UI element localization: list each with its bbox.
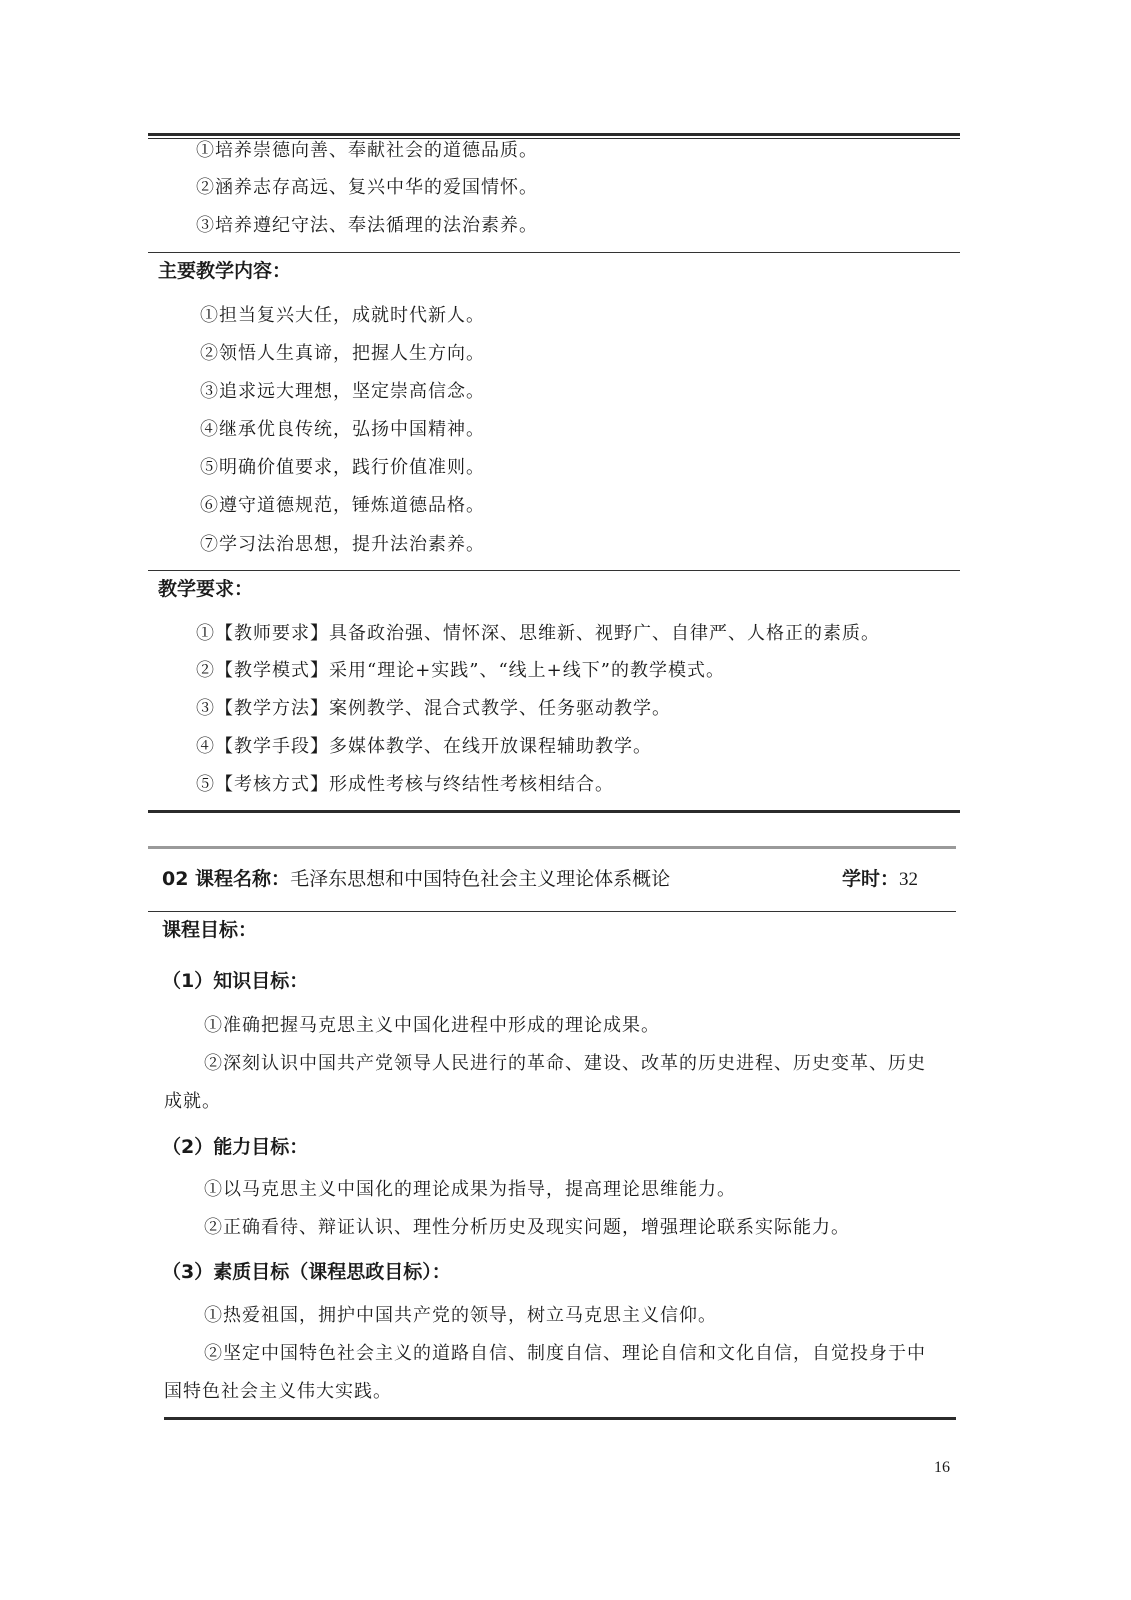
list-item: ③追求远大理想，坚定崇高信念。 (200, 381, 485, 402)
list-item: ②涵养志存高远、复兴中华的爱国情怀。 (196, 177, 538, 198)
list-item: ①以马克思主义中国化的理论成果为指导，提高理论思维能力。 (204, 1179, 736, 1200)
list-item: ②深刻认识中国共产党领导人民进行的革命、建设、改革的历史进程、历史变革、历史 (204, 1053, 926, 1074)
list-item: ⑥遵守道德规范，锤炼道德品格。 (200, 495, 485, 516)
divider (148, 570, 960, 571)
course-end-rule (164, 1417, 956, 1420)
list-item: ②【教学模式】采用“理论+实践”、“线上+线下”的教学模式。 (196, 660, 725, 681)
section-heading: 教学要求： (158, 578, 254, 600)
list-item: ②正确看待、辩证认识、理性分析历史及现实问题，增强理论联系实际能力。 (204, 1217, 850, 1238)
list-item: ②领悟人生真谛，把握人生方向。 (200, 343, 485, 364)
course-hours (842, 866, 918, 893)
list-item: 成就。 (164, 1091, 221, 1112)
section-heading: 主要教学内容： (158, 260, 292, 282)
goals-heading: 课程目标： (162, 919, 258, 941)
page-number: 16 (934, 1459, 950, 1476)
knowledge-heading: （1）知识目标： (162, 970, 309, 992)
list-item: ⑤【考核方式】形成性考核与终结性考核相结合。 (196, 774, 614, 795)
list-item: ①担当复兴大任，成就时代新人。 (200, 305, 485, 326)
course-name: 毛泽东思想和中国特色社会主义理论体系概论 (290, 868, 671, 890)
course-top-rule (148, 846, 956, 849)
top-rule (148, 133, 960, 136)
list-item: ②坚定中国特色社会主义的道路自信、制度自信、理论自信和文化自信，自觉投身于中 (204, 1343, 926, 1364)
section-end-rule (148, 810, 960, 813)
course-name-label: 02 课程名称： (162, 868, 291, 890)
list-item: ④【教学手段】多媒体教学、在线开放课程辅助教学。 (196, 736, 652, 757)
list-item: ④继承优良传统，弘扬中国精神。 (200, 419, 485, 440)
list-item: ①热爱祖国，拥护中国共产党的领导，树立马克思主义信仰。 (204, 1305, 717, 1326)
list-item: ⑦学习法治思想，提升法治素养。 (200, 534, 485, 555)
list-item: ①准确把握马克思主义中国化进程中形成的理论成果。 (204, 1015, 660, 1036)
list-item: 国特色社会主义伟大实践。 (164, 1381, 392, 1402)
divider (148, 911, 956, 912)
quality-heading: （3）素质目标（课程思政目标）： (162, 1261, 451, 1283)
list-item: ③【教学方法】案例教学、混合式教学、任务驱动教学。 (196, 698, 671, 719)
divider (148, 252, 960, 253)
hours-label: 学时： (842, 868, 900, 890)
list-item: ⑤明确价值要求，践行价值准则。 (200, 457, 485, 478)
ability-heading: （2）能力目标： (162, 1136, 309, 1158)
course-title-row (162, 866, 670, 892)
list-item: ①【教师要求】具备政治强、情怀深、思维新、视野广、自律严、人格正的素质。 (196, 623, 880, 644)
list-item: ③培养遵纪守法、奉法循理的法治素养。 (196, 215, 538, 236)
list-item: ①培养崇德向善、奉献社会的道德品质。 (196, 140, 538, 161)
hours-value: 32 (899, 869, 919, 890)
